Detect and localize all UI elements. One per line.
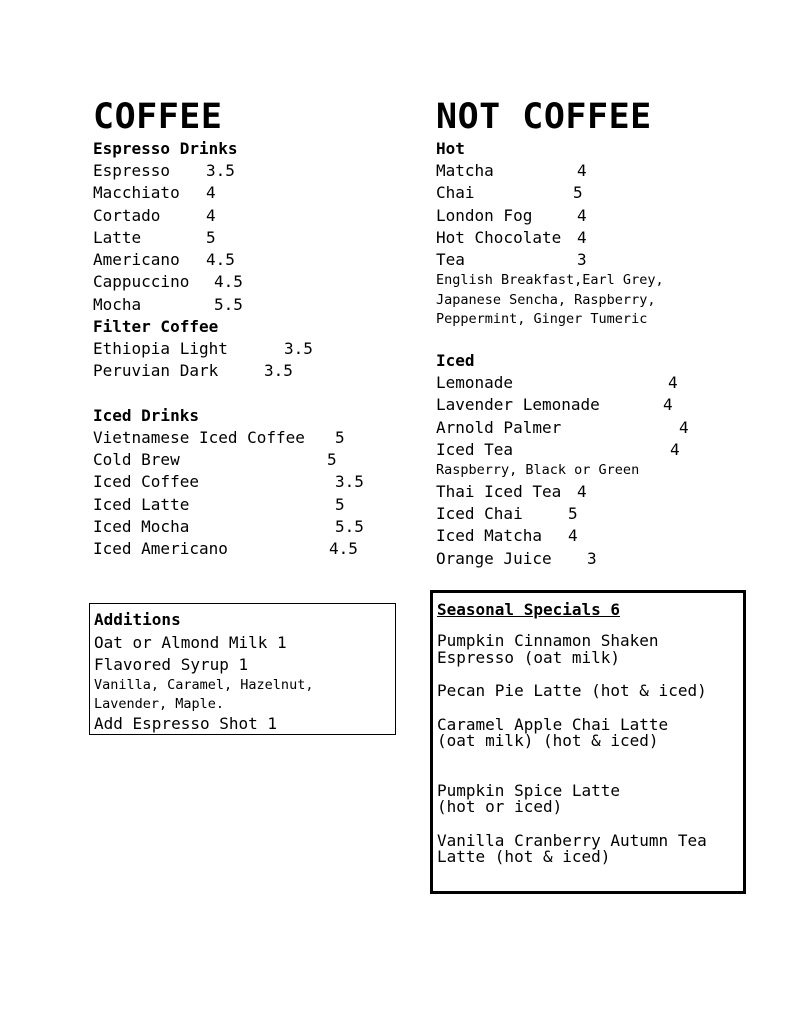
menu-item-row xyxy=(93,160,393,182)
menu-item-price: 4 xyxy=(577,161,587,180)
special-item: Pumpkin Cinnamon Shaken Espresso (oat milk) xyxy=(437,631,659,667)
menu-item-name: Tea xyxy=(436,250,465,270)
menu-item-row xyxy=(93,471,393,493)
menu-item-price: 4 xyxy=(663,395,673,415)
menu-item-price: 4 xyxy=(206,183,216,203)
menu-item-price: 4.5 xyxy=(214,272,243,292)
menu-item-price: 4 xyxy=(577,481,587,501)
menu-item-row xyxy=(436,481,766,503)
menu-item-name: Lemonade xyxy=(436,372,514,392)
menu-item-price: 4 xyxy=(670,439,680,459)
menu-item-name: Iced Tea xyxy=(436,439,514,459)
iced-tea-note: Raspberry, Black or Green xyxy=(436,462,640,479)
filter-coffee-title: Filter Coffee xyxy=(93,317,219,337)
iced-list-b xyxy=(436,481,766,570)
menu-item-price: 3.5 xyxy=(284,339,313,359)
menu-item-row xyxy=(93,249,393,271)
menu-item-name: Thai Iced Tea xyxy=(436,481,562,501)
menu-item-price: 3 xyxy=(587,548,597,568)
menu-item-row xyxy=(93,449,393,471)
not-coffee-column xyxy=(436,97,766,570)
menu-item-row xyxy=(93,182,393,204)
menu-item-name: Chai xyxy=(436,183,475,203)
tea-flavors-note: English Breakfast,Earl Grey, Japanese Sencha, Raspberry, Peppermint, Ginger Tumeric xyxy=(436,272,664,328)
menu-item-row xyxy=(436,160,766,182)
menu-item-name: Macchiato xyxy=(93,183,180,203)
menu-item-name: Cold Brew xyxy=(93,449,180,469)
menu-item-row xyxy=(436,439,766,461)
menu-item-row xyxy=(436,182,766,204)
menu-item-price: 4 xyxy=(577,227,587,247)
menu-item-row xyxy=(93,227,393,249)
menu-item-name: Arnold Palmer xyxy=(436,417,562,437)
menu-item-row xyxy=(436,205,766,227)
menu-item-price: 4 xyxy=(206,205,216,225)
menu-item-row xyxy=(93,271,393,293)
hot-list xyxy=(436,160,766,271)
menu-item-price: 3.5 xyxy=(264,361,293,381)
menu-item-name: Espresso xyxy=(93,161,171,180)
menu-item-row xyxy=(436,548,766,570)
menu-item-row xyxy=(93,205,393,227)
filter-list xyxy=(93,338,393,383)
iced-list-a xyxy=(436,372,766,461)
special-item: Pumpkin Spice Latte (hot or iced) xyxy=(437,780,621,816)
special-item: Vanilla Cranberry Autumn Tea Latte (hot & iced) xyxy=(437,830,707,866)
menu-item-name: Latte xyxy=(93,227,142,247)
menu-item-price: 5 xyxy=(573,183,583,203)
menu-item-name: Lavender Lemonade xyxy=(436,395,600,415)
menu-item-row xyxy=(93,338,393,360)
menu-item-row xyxy=(436,227,766,249)
menu-item-price: 4.5 xyxy=(329,539,358,559)
espresso-list xyxy=(93,160,393,316)
special-item: Pecan Pie Latte (hot & iced) xyxy=(437,681,707,700)
menu-item-price: 5 xyxy=(335,494,345,514)
menu-item-price: 4 xyxy=(679,417,689,437)
iced-title: Iced xyxy=(436,350,475,370)
coffee-column xyxy=(93,97,393,560)
menu-item-name: Peruvian Dark xyxy=(93,361,219,381)
menu-item-row xyxy=(436,249,766,271)
menu-item-name: Mocha xyxy=(93,294,142,314)
menu-item-name: Ethiopia Light xyxy=(93,339,228,359)
iced-drinks-title: Iced Drinks xyxy=(93,405,199,425)
menu-item-row xyxy=(93,294,393,316)
menu-item-row xyxy=(436,525,766,547)
menu-item-name: Cortado xyxy=(93,205,161,225)
additions-espresso-shot: Add Espresso Shot 1 xyxy=(94,714,278,733)
menu-item-name: Matcha xyxy=(436,161,494,180)
additions-syrup: Flavored Syrup 1 xyxy=(94,655,249,674)
menu-item-name: Americano xyxy=(93,250,180,270)
menu-item-price: 5.5 xyxy=(214,294,243,314)
menu-item-row xyxy=(93,516,393,538)
menu-item-price: 4 xyxy=(568,526,578,546)
menu-item-row xyxy=(93,427,393,449)
menu-item-row xyxy=(93,494,393,516)
menu-item-name: Iced Latte xyxy=(93,494,190,514)
menu-item-row xyxy=(436,417,766,439)
menu-item-name: London Fog xyxy=(436,205,533,225)
special-item: Caramel Apple Chai Latte (oat milk) (hot & iced) xyxy=(437,714,669,750)
coffee-heading: COFFEE xyxy=(93,97,223,137)
menu-item-name: Hot Chocolate xyxy=(436,227,562,247)
menu-item-price: 3 xyxy=(577,250,587,270)
menu-item-row xyxy=(93,538,393,560)
menu-item-name: Vietnamese Iced Coffee xyxy=(93,427,305,447)
menu-item-row xyxy=(93,360,393,382)
menu-item-price: 3.5 xyxy=(206,161,235,180)
menu-item-price: 5 xyxy=(568,503,578,523)
menu-item-price: 5 xyxy=(327,449,337,469)
not-coffee-heading: NOT COFFEE xyxy=(436,97,652,137)
syrup-flavors-note: Vanilla, Caramel, Hazelnut, Lavender, Maple. xyxy=(94,677,314,712)
additions-box xyxy=(89,603,396,735)
hot-title: Hot xyxy=(436,139,465,158)
additions-milk: Oat or Almond Milk 1 xyxy=(94,633,287,652)
seasonal-specials-title: Seasonal Specials 6 xyxy=(437,600,621,619)
menu-item-name: Iced Americano xyxy=(93,539,228,559)
menu-item-name: Iced Matcha xyxy=(436,526,542,546)
menu-item-price: 4 xyxy=(668,372,678,392)
menu-item-price: 4 xyxy=(577,205,587,225)
espresso-drinks-title: Espresso Drinks xyxy=(93,139,238,158)
menu-item-price: 4.5 xyxy=(206,250,235,270)
iced-drinks-list xyxy=(93,427,393,561)
menu-item-name: Orange Juice xyxy=(436,548,552,568)
menu-item-price: 5.5 xyxy=(335,516,364,536)
menu-item-name: Iced Chai xyxy=(436,503,523,523)
menu-item-row xyxy=(436,372,766,394)
menu-item-name: Iced Coffee xyxy=(93,472,199,492)
menu-item-row xyxy=(436,394,766,416)
menu-item-price: 3.5 xyxy=(335,472,364,492)
menu-item-price: 5 xyxy=(206,227,216,247)
menu-item-row xyxy=(436,503,766,525)
additions-title: Additions xyxy=(94,610,181,629)
menu-item-name: Iced Mocha xyxy=(93,516,190,536)
menu-item-price: 5 xyxy=(335,427,345,447)
menu-item-name: Cappuccino xyxy=(93,272,190,292)
seasonal-specials-box xyxy=(430,590,746,894)
